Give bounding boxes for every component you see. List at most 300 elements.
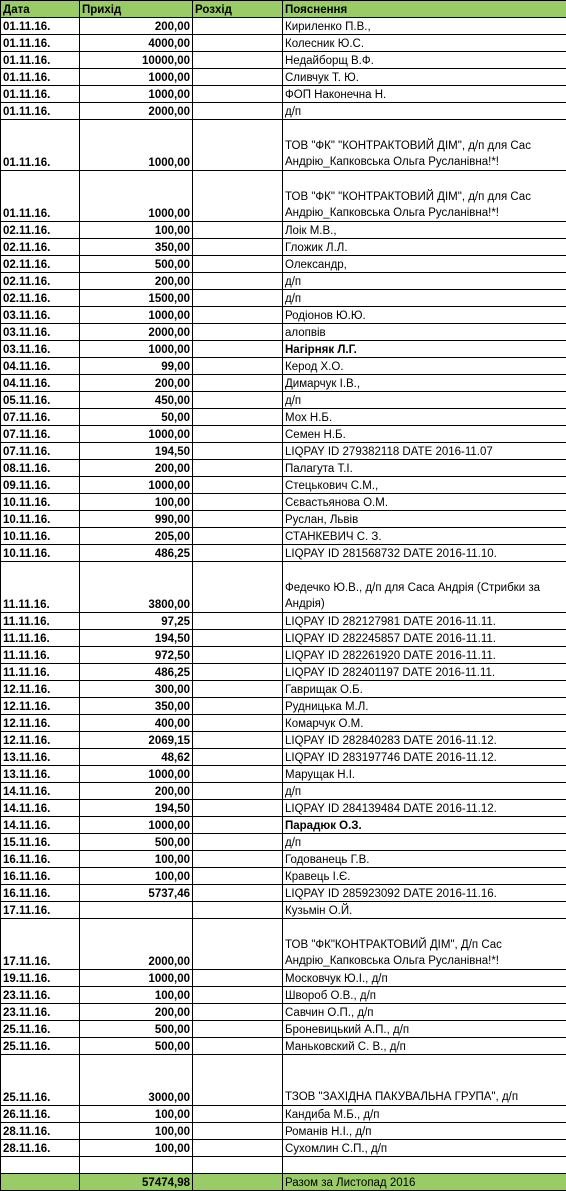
expense-cell xyxy=(193,834,283,851)
expense-cell xyxy=(193,239,283,256)
expense-cell xyxy=(193,647,283,664)
note-cell: Комарчук О.М. xyxy=(283,715,566,732)
table-row xyxy=(1,18,566,35)
income-cell xyxy=(80,1157,193,1174)
date-cell: 25.11.16. xyxy=(1,1021,80,1038)
income-cell: 97,25 xyxy=(80,613,193,630)
expense-cell xyxy=(193,511,283,528)
expense-cell xyxy=(193,1038,283,1055)
table-row xyxy=(1,562,566,613)
table-row xyxy=(1,1123,566,1140)
note-cell: ФОП Наконечна Н. xyxy=(283,86,566,103)
note-cell: Стецькович С.М., xyxy=(283,477,566,494)
note-cell: LIQPAY ID 282261920 DATE 2016-11.11. xyxy=(283,647,566,664)
note-cell: Годованець Г.В. xyxy=(283,851,566,868)
date-cell: 13.11.16. xyxy=(1,766,80,783)
income-cell: 500,00 xyxy=(80,1021,193,1038)
expense-cell xyxy=(193,715,283,732)
income-cell: 205,00 xyxy=(80,528,193,545)
note-cell: д/п xyxy=(283,290,566,307)
expense-cell xyxy=(193,273,283,290)
expense-cell xyxy=(193,222,283,239)
date-cell: 14.11.16. xyxy=(1,783,80,800)
table-row xyxy=(1,1157,566,1174)
date-cell: 17.11.16. xyxy=(1,902,80,919)
income-cell: 972,50 xyxy=(80,647,193,664)
expense-cell xyxy=(193,885,283,902)
date-cell: 01.11.16. xyxy=(1,103,80,120)
date-cell: 02.11.16. xyxy=(1,273,80,290)
total-note-cell: Разом за Листопад 2016 xyxy=(283,1174,566,1191)
table-row xyxy=(1,120,566,171)
income-cell: 100,00 xyxy=(80,1140,193,1157)
table-row xyxy=(1,290,566,307)
table-row xyxy=(1,35,566,52)
table-row xyxy=(1,426,566,443)
note-cell: Федечко Ю.В., д/п для Саса Андрія (Стрибки за Андрія) xyxy=(283,562,566,613)
date-cell: 05.11.16. xyxy=(1,392,80,409)
income-cell: 1000,00 xyxy=(80,477,193,494)
expense-cell xyxy=(193,35,283,52)
expense-cell xyxy=(193,664,283,681)
table-row xyxy=(1,273,566,290)
date-cell: 19.11.16. xyxy=(1,970,80,987)
date-cell: 25.11.16. xyxy=(1,1055,80,1106)
table-row xyxy=(1,885,566,902)
date-cell: 25.11.16. xyxy=(1,1038,80,1055)
date-cell: 28.11.16. xyxy=(1,1140,80,1157)
total-income-cell: 57474,98 xyxy=(80,1174,193,1191)
income-cell: 100,00 xyxy=(80,868,193,885)
expense-cell xyxy=(193,375,283,392)
note-cell: Семен Н.Б. xyxy=(283,426,566,443)
income-cell: 1000,00 xyxy=(80,307,193,324)
table-row xyxy=(1,358,566,375)
table-row xyxy=(1,647,566,664)
date-cell: 28.11.16. xyxy=(1,1123,80,1140)
table-row xyxy=(1,970,566,987)
date-cell: 11.11.16. xyxy=(1,630,80,647)
income-cell: 100,00 xyxy=(80,222,193,239)
date-cell: 04.11.16. xyxy=(1,375,80,392)
date-cell: 04.11.16. xyxy=(1,358,80,375)
note-cell: ТОВ "ФК"КОНТРАКТОВИЙ ДІМ", Д/п Сас Андрію_Капковська Ольга Русланівна!*! xyxy=(283,919,566,970)
table-row xyxy=(1,341,566,358)
income-cell: 194,50 xyxy=(80,443,193,460)
income-cell: 500,00 xyxy=(80,834,193,851)
expense-cell xyxy=(193,1157,283,1174)
total-row xyxy=(1,1174,566,1191)
expense-cell xyxy=(193,1123,283,1140)
note-cell: Родіонов Ю.Ю. xyxy=(283,307,566,324)
table-row xyxy=(1,460,566,477)
expense-cell xyxy=(193,1106,283,1123)
note-cell: Сухомлин С.П., д/п xyxy=(283,1140,566,1157)
note-cell: Рудницька М.Л. xyxy=(283,698,566,715)
table-row xyxy=(1,375,566,392)
table-row xyxy=(1,1021,566,1038)
date-cell: 08.11.16. xyxy=(1,460,80,477)
income-cell: 100,00 xyxy=(80,1106,193,1123)
date-cell: 10.11.16. xyxy=(1,545,80,562)
note-cell: Марущак Н.І. xyxy=(283,766,566,783)
date-cell: 26.11.16. xyxy=(1,1106,80,1123)
table-row xyxy=(1,732,566,749)
table-row xyxy=(1,851,566,868)
expense-cell xyxy=(193,868,283,885)
expense-cell xyxy=(193,749,283,766)
table-row xyxy=(1,52,566,69)
note-cell: Кравець І.Є. xyxy=(283,868,566,885)
income-cell: 1000,00 xyxy=(80,120,193,171)
table-row xyxy=(1,545,566,562)
table-row xyxy=(1,1106,566,1123)
expense-cell xyxy=(193,698,283,715)
date-cell: 01.11.16. xyxy=(1,18,80,35)
table-row xyxy=(1,511,566,528)
table-row xyxy=(1,1055,566,1106)
note-cell: д/п xyxy=(283,273,566,290)
date-cell: 14.11.16. xyxy=(1,817,80,834)
income-cell: 1000,00 xyxy=(80,341,193,358)
date-cell: 12.11.16. xyxy=(1,681,80,698)
income-cell: 400,00 xyxy=(80,715,193,732)
income-cell: 200,00 xyxy=(80,1004,193,1021)
date-cell: 02.11.16. xyxy=(1,239,80,256)
total-expense-cell xyxy=(193,1174,283,1191)
table-row xyxy=(1,256,566,273)
date-cell: 01.11.16. xyxy=(1,171,80,222)
expense-cell xyxy=(193,1140,283,1157)
note-cell: Московчук Ю.І., д/п xyxy=(283,970,566,987)
date-cell: 01.11.16. xyxy=(1,35,80,52)
date-cell: 02.11.16. xyxy=(1,290,80,307)
table-row xyxy=(1,494,566,511)
note-cell: LIQPAY ID 282127981 DATE 2016-11.11. xyxy=(283,613,566,630)
expense-cell xyxy=(193,460,283,477)
table-row xyxy=(1,477,566,494)
expense-cell xyxy=(193,545,283,562)
table-row xyxy=(1,528,566,545)
note-cell xyxy=(283,1157,566,1174)
income-cell: 1000,00 xyxy=(80,86,193,103)
table-row xyxy=(1,766,566,783)
expense-cell xyxy=(193,409,283,426)
table-row xyxy=(1,409,566,426)
income-cell: 100,00 xyxy=(80,851,193,868)
expense-cell xyxy=(193,426,283,443)
table-row xyxy=(1,834,566,851)
date-cell: 03.11.16. xyxy=(1,341,80,358)
table-row xyxy=(1,307,566,324)
income-cell: 2000,00 xyxy=(80,919,193,970)
expense-cell xyxy=(193,970,283,987)
table-row xyxy=(1,630,566,647)
expense-cell xyxy=(193,1055,283,1106)
note-cell: Нагірняк Л.Г. xyxy=(283,341,566,358)
date-cell: 17.11.16. xyxy=(1,919,80,970)
income-cell: 990,00 xyxy=(80,511,193,528)
income-cell: 1000,00 xyxy=(80,970,193,987)
date-cell: 07.11.16. xyxy=(1,409,80,426)
note-cell: Романів Н.І., д/п xyxy=(283,1123,566,1140)
income-cell: 194,50 xyxy=(80,800,193,817)
date-cell: 14.11.16. xyxy=(1,800,80,817)
date-cell: 12.11.16. xyxy=(1,715,80,732)
note-cell: д/п xyxy=(283,103,566,120)
income-cell: 350,00 xyxy=(80,698,193,715)
expense-cell xyxy=(193,307,283,324)
expense-cell xyxy=(193,86,283,103)
income-cell: 200,00 xyxy=(80,460,193,477)
note-cell: Савчин О.П., д/п xyxy=(283,1004,566,1021)
note-cell: LIQPAY ID 285923092 DATE 2016-11.16. xyxy=(283,885,566,902)
date-cell: 23.11.16. xyxy=(1,1004,80,1021)
expense-cell xyxy=(193,256,283,273)
expense-cell xyxy=(193,69,283,86)
date-cell: 01.11.16. xyxy=(1,120,80,171)
expense-cell xyxy=(193,528,283,545)
expense-cell xyxy=(193,732,283,749)
income-cell: 4000,00 xyxy=(80,35,193,52)
income-cell: 100,00 xyxy=(80,987,193,1004)
column-header-expense: Розхід xyxy=(193,1,283,18)
income-cell: 1000,00 xyxy=(80,171,193,222)
expense-cell xyxy=(193,1004,283,1021)
date-cell: 02.11.16. xyxy=(1,256,80,273)
table-row xyxy=(1,86,566,103)
note-cell: Кузьмін О.Й. xyxy=(283,902,566,919)
income-cell: 100,00 xyxy=(80,494,193,511)
expense-cell xyxy=(193,851,283,868)
expense-cell xyxy=(193,613,283,630)
table-row xyxy=(1,1140,566,1157)
note-cell: СТАНКЕВИЧ С. З. xyxy=(283,528,566,545)
expense-cell xyxy=(193,494,283,511)
note-cell: Маньковский С. В., д/п xyxy=(283,1038,566,1055)
table-row xyxy=(1,239,566,256)
income-cell: 194,50 xyxy=(80,630,193,647)
note-cell: Гаврищак О.Б. xyxy=(283,681,566,698)
expense-cell xyxy=(193,324,283,341)
income-cell: 2000,00 xyxy=(80,103,193,120)
note-cell: Мох Н.Б. xyxy=(283,409,566,426)
income-cell: 500,00 xyxy=(80,256,193,273)
table-row xyxy=(1,715,566,732)
table-row xyxy=(1,1038,566,1055)
note-cell: алопвів xyxy=(283,324,566,341)
income-cell: 200,00 xyxy=(80,783,193,800)
column-header-date: Дата xyxy=(1,1,80,18)
expense-cell xyxy=(193,766,283,783)
income-cell: 486,25 xyxy=(80,664,193,681)
expense-cell xyxy=(193,630,283,647)
header-row xyxy=(1,1,566,18)
date-cell: 11.11.16. xyxy=(1,647,80,664)
note-cell: LIQPAY ID 282840283 DATE 2016-11.12. xyxy=(283,732,566,749)
expense-cell xyxy=(193,783,283,800)
income-cell: 450,00 xyxy=(80,392,193,409)
expense-cell xyxy=(193,477,283,494)
expense-cell xyxy=(193,443,283,460)
date-cell: 11.11.16. xyxy=(1,613,80,630)
table-row xyxy=(1,171,566,222)
note-cell: ТОВ "ФК" "КОНТРАКТОВИЙ ДІМ", д/п для Сас Андрію_Капковська Ольга Русланівна!*! xyxy=(283,171,566,222)
table-row xyxy=(1,919,566,970)
ledger-body xyxy=(1,18,566,1174)
note-cell: LIQPAY ID 281568732 DATE 2016-11.10. xyxy=(283,545,566,562)
date-cell: 02.11.16. xyxy=(1,222,80,239)
column-header-income: Прихід xyxy=(80,1,193,18)
table-row xyxy=(1,69,566,86)
table-row xyxy=(1,987,566,1004)
column-header-note: Пояснення xyxy=(283,1,566,18)
table-row xyxy=(1,698,566,715)
note-cell: Палагута Т.І. xyxy=(283,460,566,477)
table-row xyxy=(1,613,566,630)
note-cell: Кириленко П.В., xyxy=(283,18,566,35)
note-cell: д/п xyxy=(283,783,566,800)
expense-cell xyxy=(193,562,283,613)
expense-cell xyxy=(193,103,283,120)
table-row xyxy=(1,443,566,460)
income-cell: 500,00 xyxy=(80,1038,193,1055)
note-cell: LIQPAY ID 282401197 DATE 2016-11.11. xyxy=(283,664,566,681)
income-cell: 350,00 xyxy=(80,239,193,256)
income-cell: 1000,00 xyxy=(80,69,193,86)
expense-cell xyxy=(193,52,283,69)
note-cell: Гложик Л.Л. xyxy=(283,239,566,256)
expense-cell xyxy=(193,919,283,970)
date-cell: 01.11.16. xyxy=(1,52,80,69)
expense-cell xyxy=(193,817,283,834)
table-row xyxy=(1,103,566,120)
income-cell: 1000,00 xyxy=(80,817,193,834)
expense-cell xyxy=(193,392,283,409)
table-row xyxy=(1,783,566,800)
note-cell: Лоік М.В., xyxy=(283,222,566,239)
table-row xyxy=(1,800,566,817)
expense-cell xyxy=(193,987,283,1004)
note-cell: Швороб О.В., д/п xyxy=(283,987,566,1004)
note-cell: д/п xyxy=(283,834,566,851)
income-cell: 1000,00 xyxy=(80,426,193,443)
note-cell: ТЗОВ "ЗАХІДНА ПАКУВАЛЬНА ГРУПА", д/п xyxy=(283,1055,566,1106)
table-row xyxy=(1,392,566,409)
note-cell: Олександр, xyxy=(283,256,566,273)
expense-cell xyxy=(193,171,283,222)
table-row xyxy=(1,681,566,698)
date-cell: 10.11.16. xyxy=(1,511,80,528)
note-cell: LIQPAY ID 279382118 DATE 2016-11.07 xyxy=(283,443,566,460)
note-cell: ТОВ "ФК" "КОНТРАКТОВИЙ ДІМ", д/п для Сас Андрію_Капковська Ольга Русланівна!*! xyxy=(283,120,566,171)
date-cell: 15.11.16. xyxy=(1,834,80,851)
note-cell: Димарчук І.В., xyxy=(283,375,566,392)
note-cell: Кандиба М.Б., д/п xyxy=(283,1106,566,1123)
income-cell: 100,00 xyxy=(80,1123,193,1140)
expense-cell xyxy=(193,290,283,307)
income-cell: 5737,46 xyxy=(80,885,193,902)
date-cell: 10.11.16. xyxy=(1,494,80,511)
date-cell: 16.11.16. xyxy=(1,851,80,868)
income-cell: 3800,00 xyxy=(80,562,193,613)
note-cell: Сливчук Т. Ю. xyxy=(283,69,566,86)
note-cell: д/п xyxy=(283,392,566,409)
date-cell: 16.11.16. xyxy=(1,885,80,902)
date-cell: 12.11.16. xyxy=(1,698,80,715)
income-cell: 50,00 xyxy=(80,409,193,426)
note-cell: Броневицький А.П., д/п xyxy=(283,1021,566,1038)
income-cell: 200,00 xyxy=(80,375,193,392)
income-cell: 2069,15 xyxy=(80,732,193,749)
date-cell: 12.11.16. xyxy=(1,732,80,749)
income-cell: 99,00 xyxy=(80,358,193,375)
total-date-cell xyxy=(1,1174,80,1191)
income-cell: 1000,00 xyxy=(80,766,193,783)
expense-cell xyxy=(193,358,283,375)
income-cell: 1500,00 xyxy=(80,290,193,307)
note-cell: Парадюк О.З. xyxy=(283,817,566,834)
table-row xyxy=(1,868,566,885)
note-cell: LIQPAY ID 282245857 DATE 2016-11.11. xyxy=(283,630,566,647)
table-row xyxy=(1,324,566,341)
note-cell: LIQPAY ID 284139484 DATE 2016-11.12. xyxy=(283,800,566,817)
date-cell xyxy=(1,1157,80,1174)
expense-cell xyxy=(193,120,283,171)
date-cell: 11.11.16. xyxy=(1,562,80,613)
income-cell: 3000,00 xyxy=(80,1055,193,1106)
income-cell: 486,25 xyxy=(80,545,193,562)
date-cell: 09.11.16. xyxy=(1,477,80,494)
income-cell: 300,00 xyxy=(80,681,193,698)
date-cell: 11.11.16. xyxy=(1,664,80,681)
table-row xyxy=(1,222,566,239)
date-cell: 03.11.16. xyxy=(1,324,80,341)
expense-cell xyxy=(193,902,283,919)
table-row xyxy=(1,1004,566,1021)
table-row xyxy=(1,902,566,919)
date-cell: 07.11.16. xyxy=(1,443,80,460)
note-cell: LIQPAY ID 283197746 DATE 2016-11.12. xyxy=(283,749,566,766)
expense-cell xyxy=(193,341,283,358)
note-cell: Руслан, Львів xyxy=(283,511,566,528)
table-row xyxy=(1,664,566,681)
date-cell: 23.11.16. xyxy=(1,987,80,1004)
date-cell: 01.11.16. xyxy=(1,69,80,86)
expense-cell xyxy=(193,681,283,698)
date-cell: 10.11.16. xyxy=(1,528,80,545)
income-cell: 48,62 xyxy=(80,749,193,766)
date-cell: 16.11.16. xyxy=(1,868,80,885)
table-row xyxy=(1,749,566,766)
date-cell: 01.11.16. xyxy=(1,86,80,103)
income-cell: 200,00 xyxy=(80,18,193,35)
income-cell xyxy=(80,902,193,919)
income-cell: 2000,00 xyxy=(80,324,193,341)
date-cell: 07.11.16. xyxy=(1,426,80,443)
date-cell: 13.11.16. xyxy=(1,749,80,766)
expense-cell xyxy=(193,800,283,817)
note-cell: Недайборщ В.Ф. xyxy=(283,52,566,69)
income-cell: 200,00 xyxy=(80,273,193,290)
expense-cell xyxy=(193,18,283,35)
table-row xyxy=(1,817,566,834)
note-cell: Колесник Ю.С. xyxy=(283,35,566,52)
income-cell: 10000,00 xyxy=(80,52,193,69)
note-cell: Сєвастьянова О.М. xyxy=(283,494,566,511)
note-cell: Керод Х.О. xyxy=(283,358,566,375)
expense-cell xyxy=(193,1021,283,1038)
